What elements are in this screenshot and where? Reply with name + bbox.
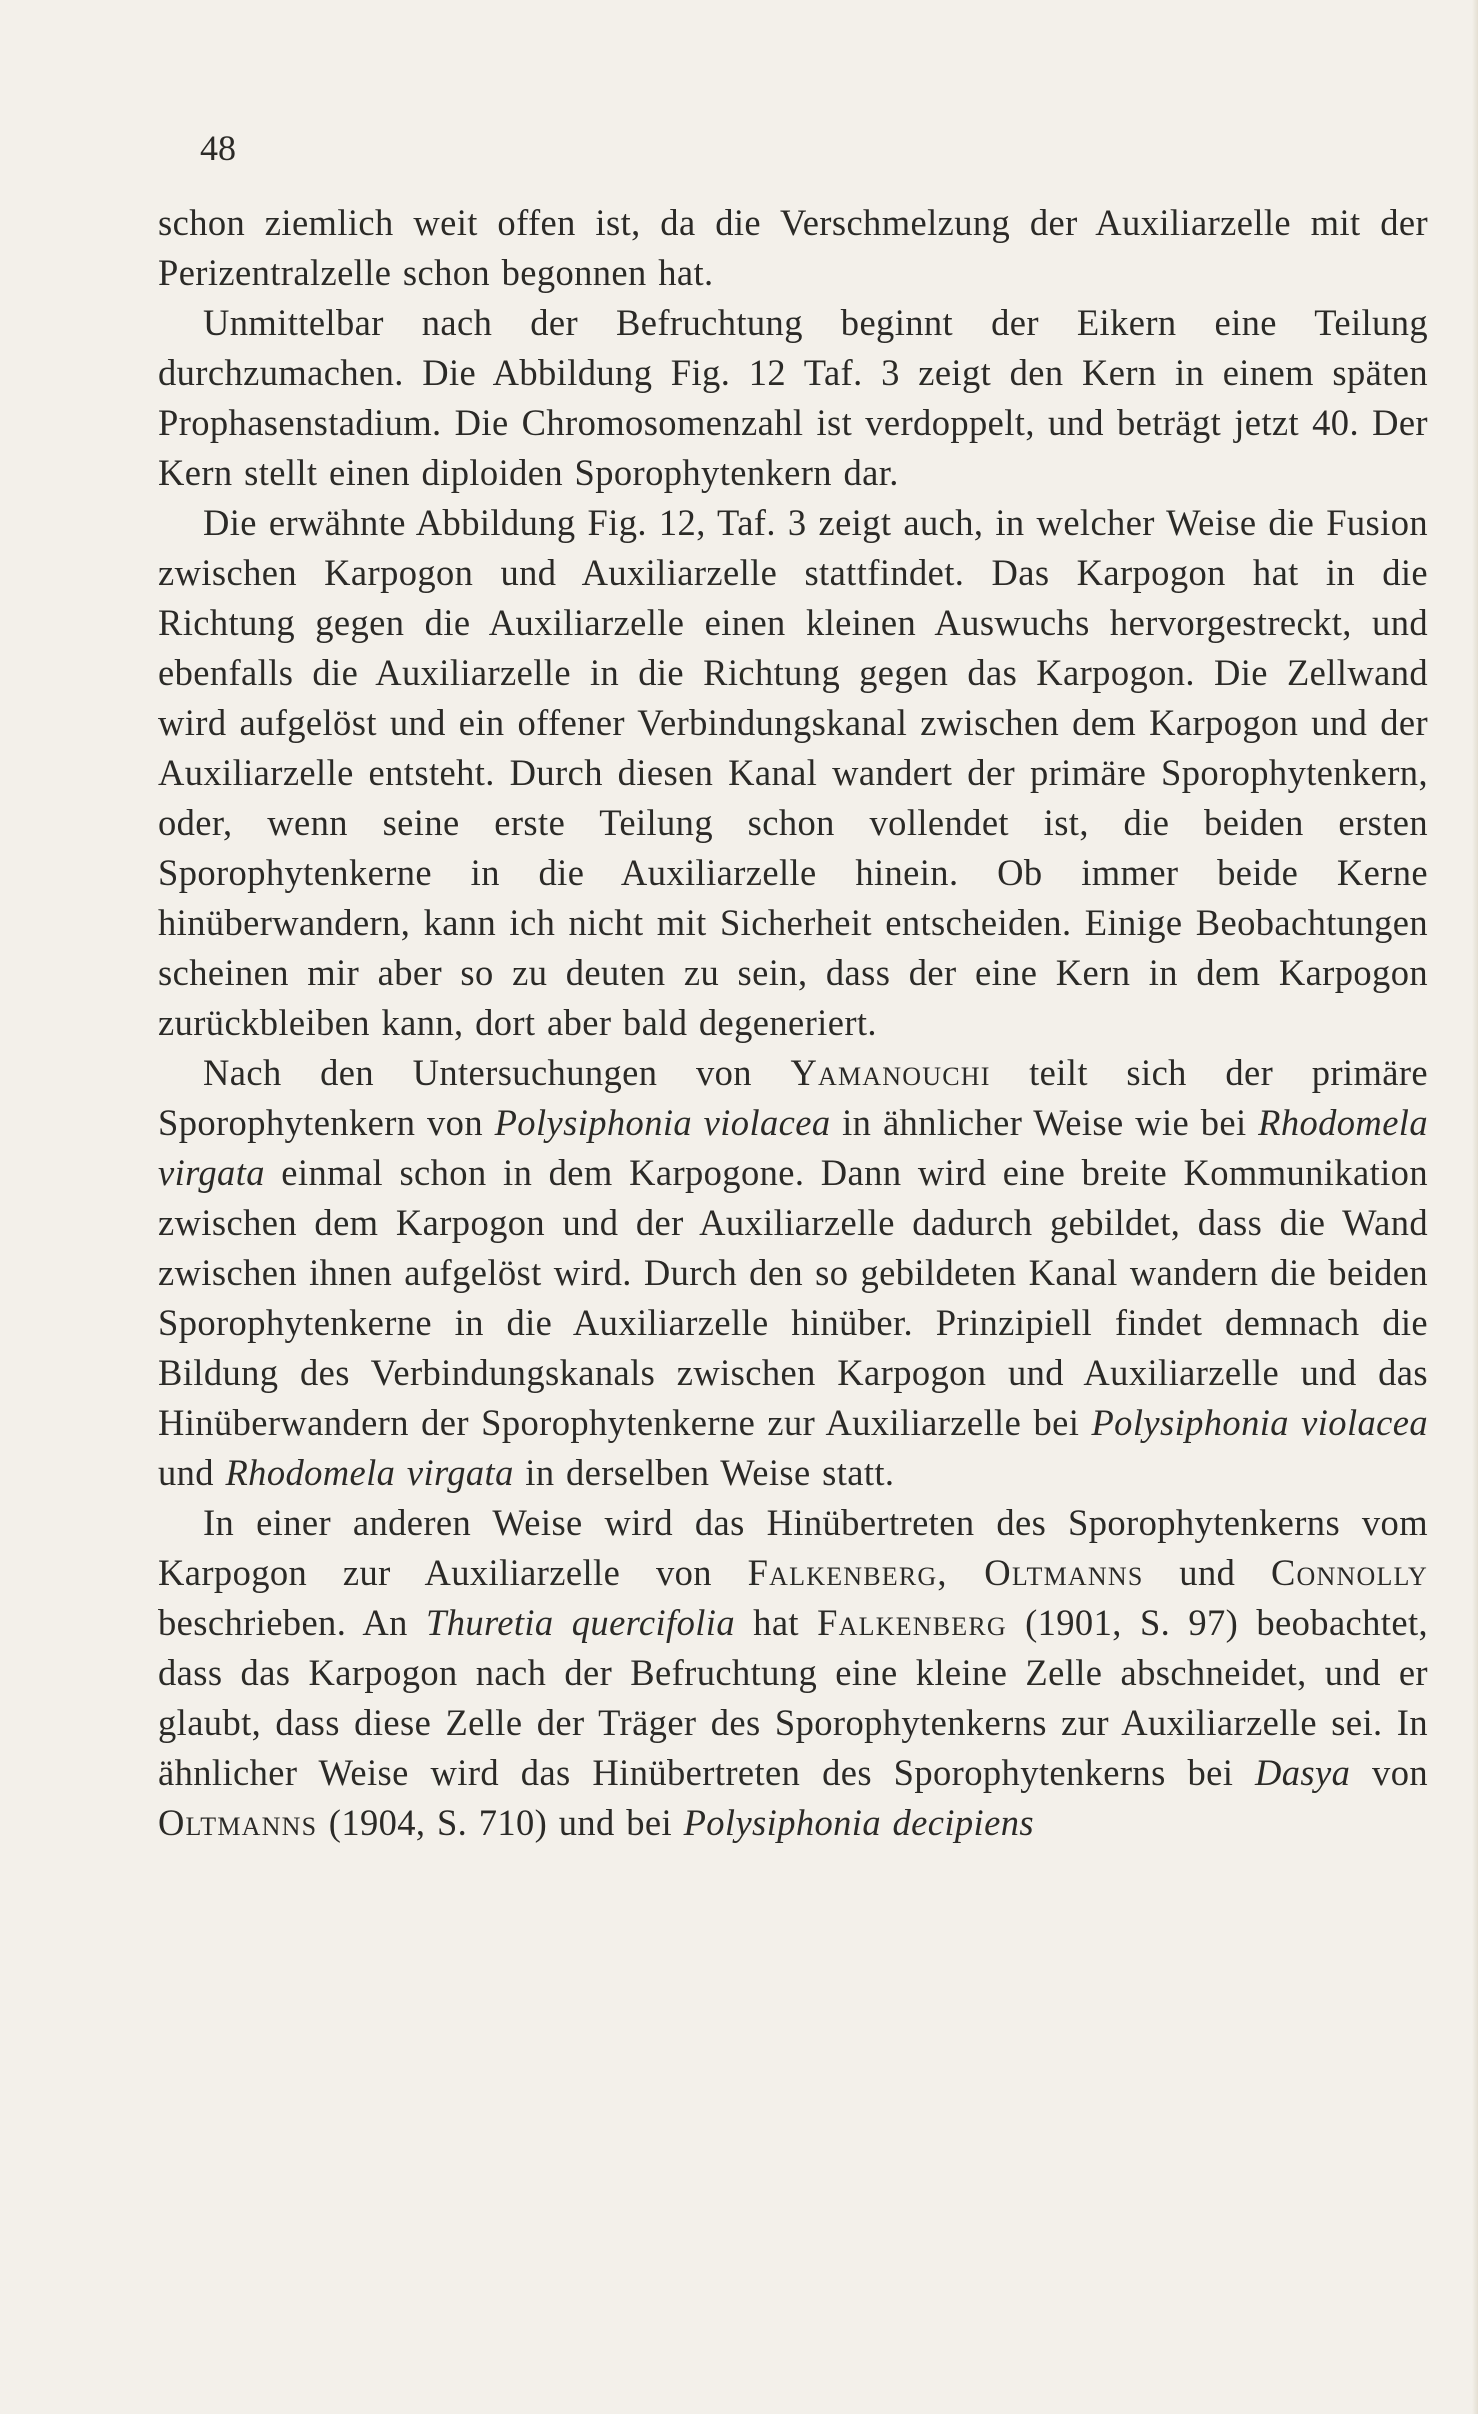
author-name: Falkenberg, Oltmanns: [747, 1552, 1144, 1593]
species-name: Thuretia quercifolia: [426, 1602, 735, 1643]
species-name: Dasya: [1255, 1752, 1351, 1793]
text-run: in ähnlicher Weise wie bei: [830, 1102, 1259, 1143]
text-run: schon ziemlich weit offen ist, da die Verschmelzung der Auxiliarzelle mit der Perizentralzelle schon begonnen hat.: [158, 202, 1428, 293]
text-run: In einer anderen Weise wird das Hinübertreten des Sporophytenkerns vom Karpogon zur Auxiliarzelle von: [158, 1502, 1428, 1593]
text-run: teilt sich der primäre Sporophytenkern von: [158, 1052, 1428, 1143]
species-name: Polysiphonia violacea: [1091, 1402, 1428, 1443]
page-edge-shadow: [1472, 0, 1478, 2414]
page-number: 48: [200, 128, 236, 168]
text-run: und: [1143, 1552, 1271, 1593]
paragraph: [158, 198, 1428, 298]
text-run: von: [1350, 1752, 1428, 1793]
species-name: Polysiphonia decipiens: [683, 1802, 1034, 1843]
text-run: und: [158, 1452, 226, 1493]
author-name: Oltmanns: [158, 1802, 318, 1843]
text-run: (1904, S. 710) und bei: [317, 1802, 684, 1843]
text-run: Nach den Untersuchungen von: [203, 1052, 791, 1093]
body-text: [158, 198, 1428, 1848]
paragraph: [158, 498, 1428, 1048]
author-name: Falkenberg: [817, 1602, 1007, 1643]
author-name: Yamanouchi: [790, 1052, 991, 1093]
species-name: Rhodomela virgata: [158, 1102, 1428, 1193]
text-run: Unmittelbar nach der Befruchtung beginnt der Eikern eine Teilung durchzumachen. Die Abbildung Fig. 12 Taf. 3 zeigt den Kern in einem späten Prophasenstadium. Die Chromosomenzahl ist verdoppelt, und beträgt jetzt 40. Der Kern stellt einen diploiden Sporophytenkern dar.: [158, 302, 1428, 493]
text-run: hat: [734, 1602, 818, 1643]
text-run: einmal schon in dem Karpogone. Dann wird eine breite Kommunikation zwischen dem Karpogon und der Auxiliarzelle dadurch gebildet, dass die Wand zwischen ihnen aufgelöst wird. Durch den so gebildeten Kanal wandern die beiden Sporophytenkerne in die Auxiliarzelle hinüber. Prinzipiell findet demnach die Bildung des Verbindungskanals zwischen Karpogon und Auxiliarzelle und das Hinüberwandern der Sporophytenkerne zur Auxiliarzelle bei: [158, 1152, 1428, 1443]
species-name: Polysiphonia violacea: [494, 1102, 831, 1143]
text-run: Die erwähnte Abbildung Fig. 12, Taf. 3 zeigt auch, in welcher Weise die Fusion zwischen Karpogon und Auxiliarzelle stattfindet. Das Karpogon hat in die Richtung gegen die Auxiliarzelle einen kleinen Auswuchs hervorgestreckt, und ebenfalls die Auxiliarzelle in die Richtung gegen das Karpogon. Die Zellwand wird aufgelöst und ein offener Verbindungskanal zwischen dem Karpogon und der Auxiliarzelle entsteht. Durch diesen Kanal wandert der primäre Sporophytenkern, oder, wenn seine erste Teilung schon vollendet ist, die beiden ersten Sporophytenkerne in die Auxiliarzelle hinein. Ob immer beide Kerne hinüberwandern, kann ich nicht mit Sicherheit entscheiden. Einige Beobachtungen scheinen mir aber so zu deuten zu sein, dass der eine Kern in dem Karpogon zurückbleiben kann, dort aber bald degeneriert.: [158, 502, 1428, 1043]
species-name: Rhodomela virgata: [225, 1452, 514, 1493]
paragraph: [158, 1498, 1428, 1848]
paragraph: [158, 1048, 1428, 1498]
text-run: beschrieben. An: [158, 1602, 426, 1643]
author-name: Connolly: [1271, 1552, 1428, 1593]
paragraph: [158, 298, 1428, 498]
text-run: (1901, S. 97) beobachtet, dass das Karpogon nach der Befruchtung eine kleine Zelle abschneidet, und er glaubt, dass diese Zelle der Träger des Sporophytenkerns zur Auxiliarzelle sei. In ähnlicher Weise wird das Hinübertreten des Sporophytenkerns bei: [158, 1602, 1429, 1793]
text-run: in derselben Weise statt.: [513, 1452, 895, 1493]
